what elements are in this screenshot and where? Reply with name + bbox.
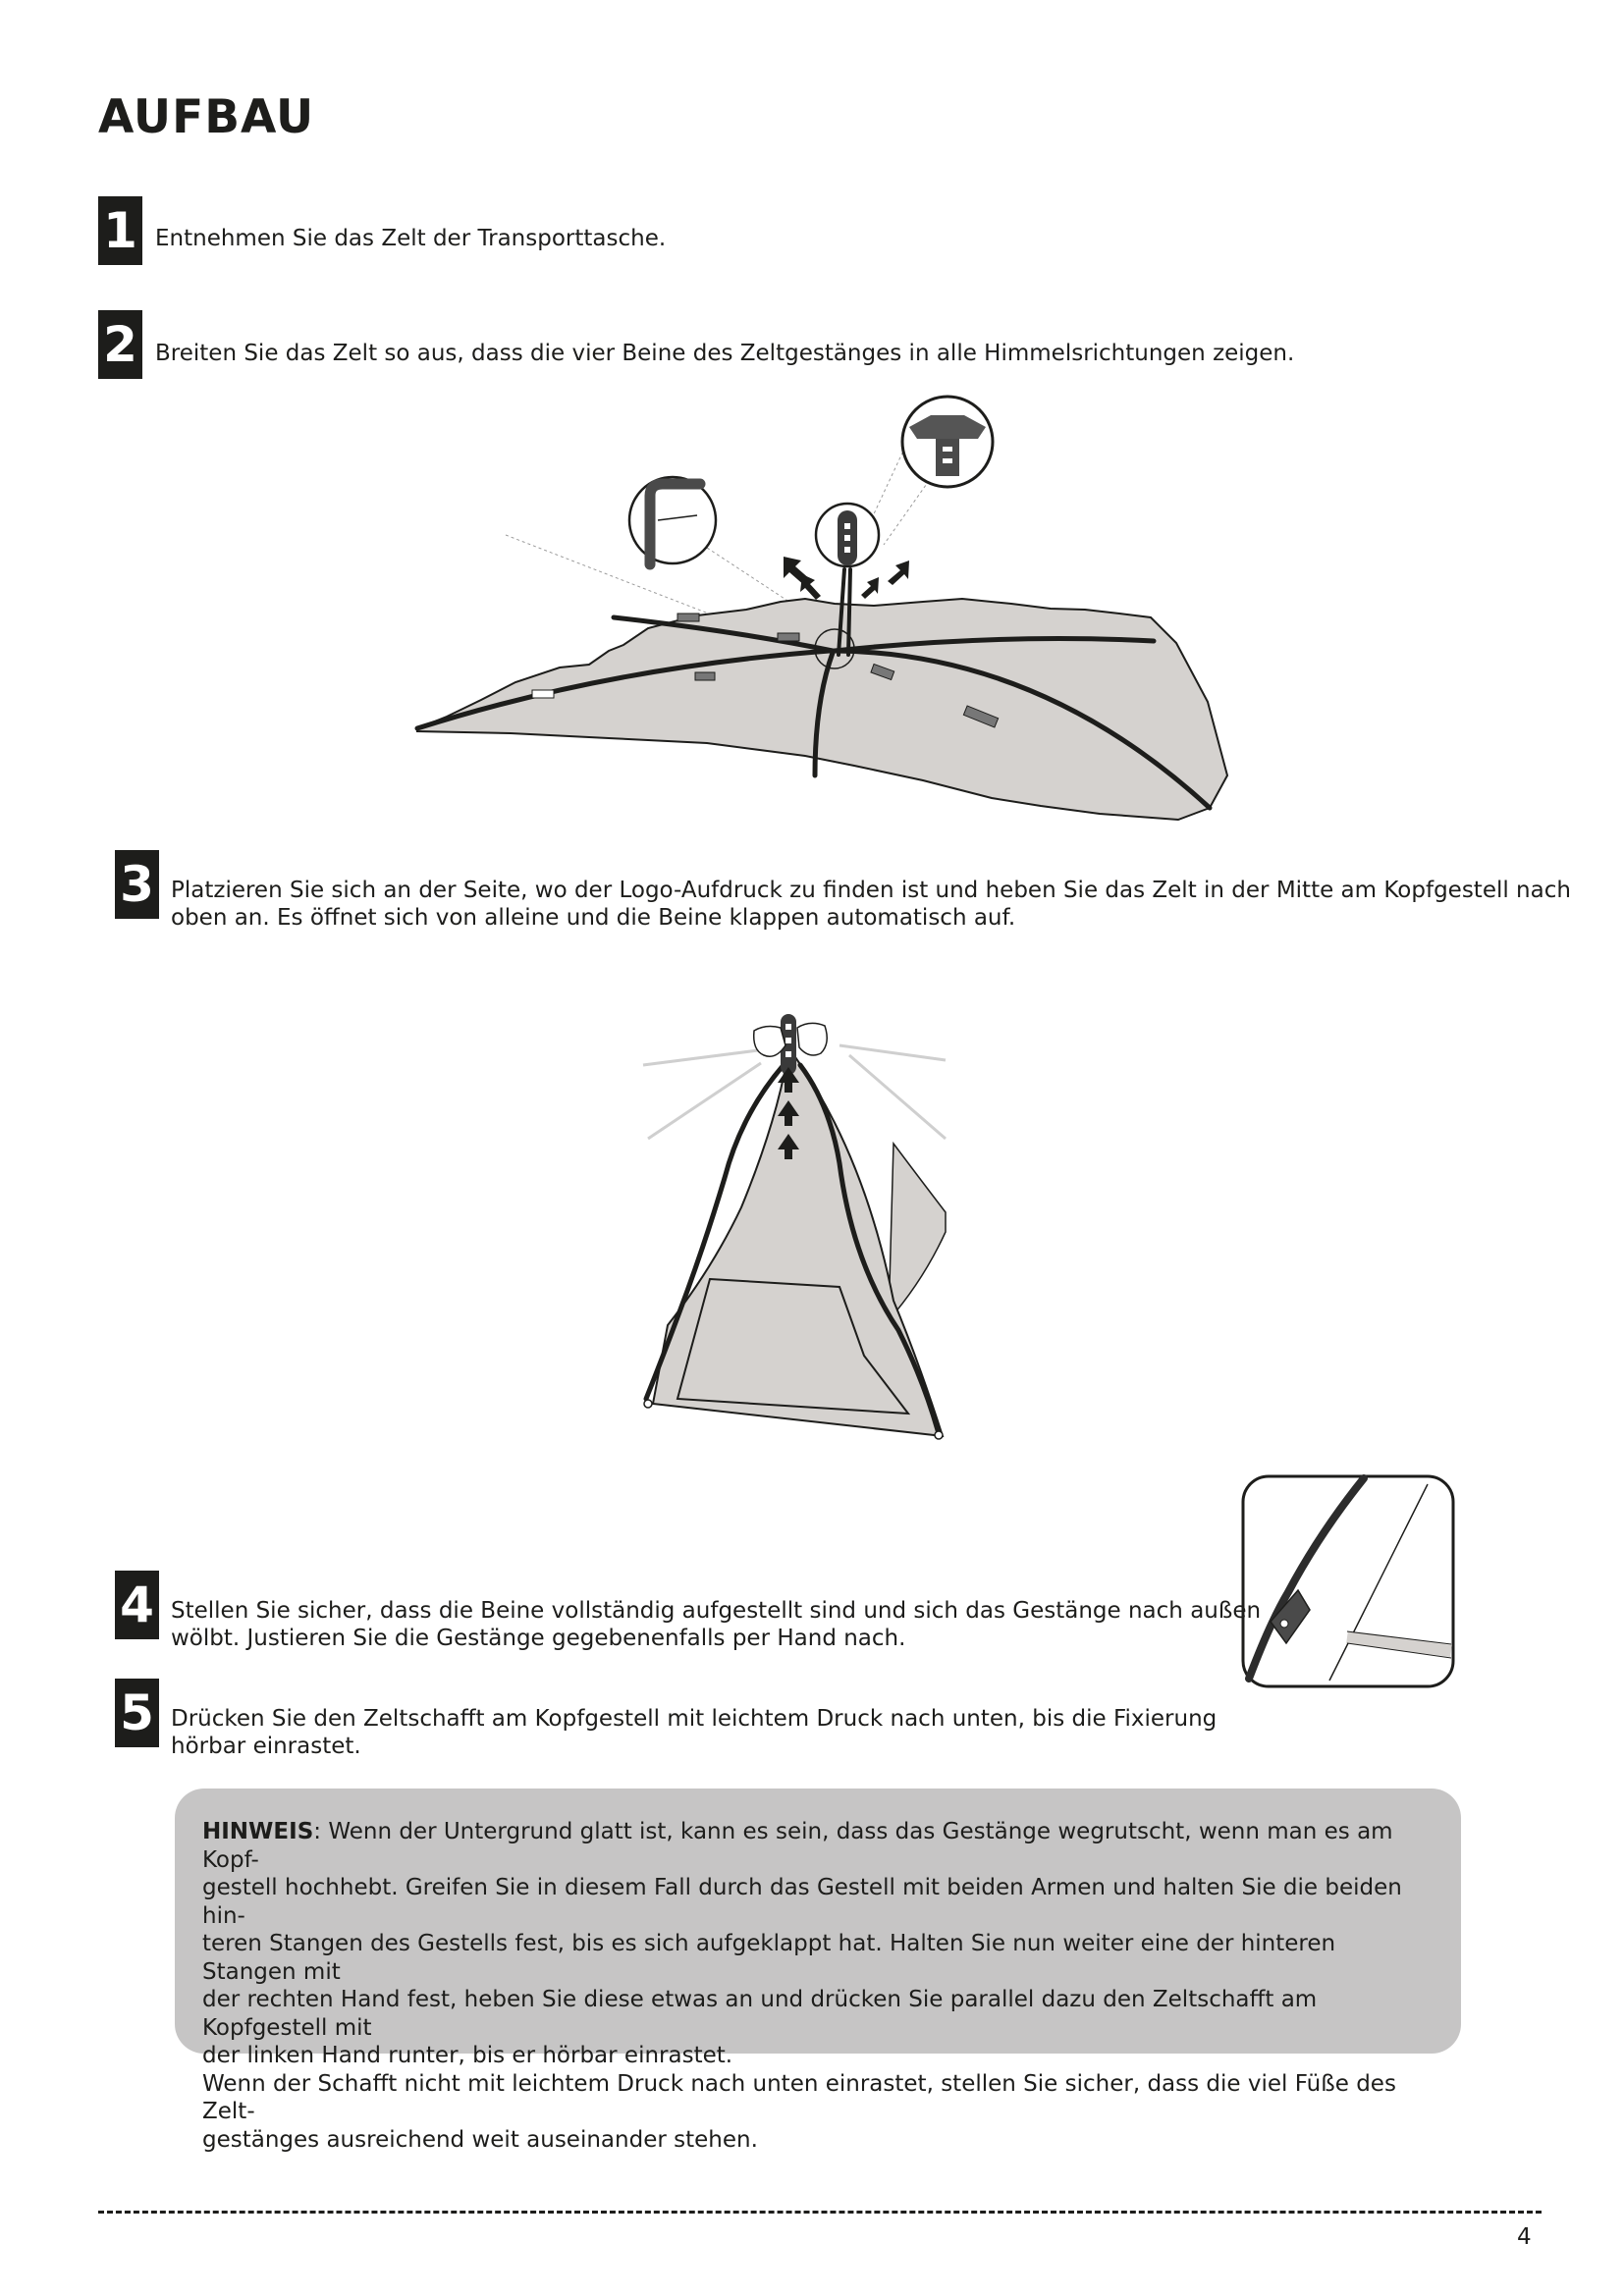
note-line-1 — [202, 1818, 1435, 1874]
step-3-text-line-1: Platzieren Sie sich an der Seite, wo der Logo-Aufdruck zu finden ist und heben Sie das Zelt in der Mitte am Kopfgestell nach — [171, 878, 1571, 903]
page-title: AUFBAU — [98, 90, 315, 144]
step-1-text: Entnehmen Sie das Zelt der Transporttasche. — [155, 226, 667, 251]
tent-body — [417, 599, 1227, 820]
step-2-number: 2 — [98, 310, 142, 379]
note-line-4: der rechten Hand fest, heben Sie diese etwas an und drücken Sie parallel dazu den Zeltschafft am Kopfgestell mit — [202, 1987, 1318, 2041]
step-3-number: 3 — [115, 850, 159, 919]
elbow-detail — [629, 477, 716, 564]
up-arrows — [778, 1067, 799, 1159]
tent-lifting-illustration — [628, 1006, 962, 1458]
step-1-number: 1 — [98, 196, 142, 265]
step-3-text-line-2: oben an. Es öffnet sich von alleine und die Beine klappen automatisch auf. — [171, 905, 1016, 931]
step-2-text: Breiten Sie das Zelt so aus, dass die vier Beine des Zeltgestänges in alle Himmelsrichtungen zeigen. — [155, 341, 1295, 366]
note-line-3: teren Stangen des Gestells fest, bis es sich aufgeklappt hat. Halten Sie nun weiter eine der hinteren Stangen mit — [202, 1931, 1336, 1985]
note-line-5: der linken Hand runter, bis er hörbar einrastet. — [202, 2043, 733, 2068]
note-label: HINWEIS — [202, 1819, 314, 1844]
footer-divider — [98, 2211, 1542, 2214]
step-4-number: 4 — [115, 1571, 159, 1639]
tent-spread-illustration — [412, 388, 1237, 834]
step-4-text-line-1: Stellen Sie sicher, dass die Beine vollständig aufgestellt sind und sich das Gestänge nach außen — [171, 1598, 1262, 1624]
note-line-1-text: : Wenn der Untergrund glatt ist, kann es sein, dass das Gestänge wegrutscht, wenn man es am Kopf- — [202, 1819, 1393, 1873]
step-5-number: 5 — [115, 1679, 159, 1747]
connector-detail — [816, 504, 879, 566]
page-number: 4 — [1517, 2224, 1532, 2250]
note-line-7: gestänges ausreichend weit auseinander stehen. — [202, 2126, 758, 2153]
tent-back-panel — [889, 1144, 946, 1320]
step-5-text-line-1: Drücken Sie den Zeltschafft am Kopfgestell mit leichtem Druck nach unten, bis die Fixierung — [171, 1706, 1218, 1732]
note-line-2: gestell hochhebt. Greifen Sie in diesem Fall durch das Gestell mit beiden Armen und halten Sie die beiden hin- — [202, 1875, 1402, 1929]
leg-joint-detail — [1241, 1474, 1457, 1690]
note-box — [175, 1789, 1461, 2153]
step-4-text-line-2: wölbt. Justieren Sie die Gestänge gegebenenfalls per Hand nach. — [171, 1626, 906, 1651]
step-5-text-line-2: hörbar einrastet. — [171, 1734, 361, 1759]
note-line-6: Wenn der Schafft nicht mit leichtem Druck nach unten einrastet, stellen Sie sicher, dass die viel Füße des Zelt- — [202, 2070, 1396, 2124]
hub-detail — [902, 397, 993, 487]
